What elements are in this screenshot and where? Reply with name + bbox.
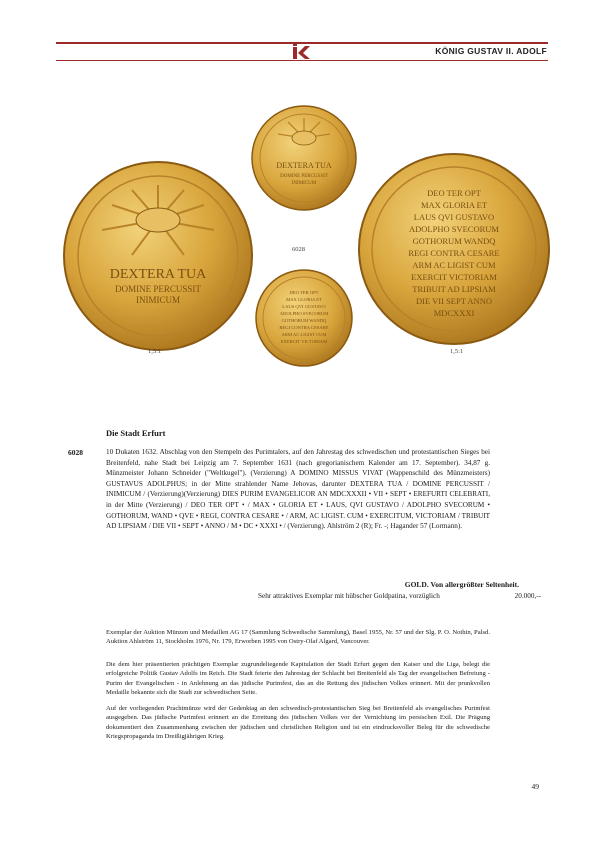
- coin-obverse-text-1: DEXTERA TUA: [109, 267, 207, 282]
- coin-reverse-line-8: EXERCIT VICTORIAM: [411, 272, 497, 282]
- note-paragraph-2: Auf der vorliegenden Prachtmünze wird der Gedenktag an den schwedisch-protestantischen Sieg bei Breitenfeld als evangelisches Purimfest ausgegeben. Das jüdische Purimfest erinnert an die Errettung des jüdischen Volkes vor der Vernichtung im persischen Exil. Die Prägung dokumentiert den Zusammenhang zwischen der jüdischen und christlichen Religion und ist ein eindrucksvoller Beleg für die schwedische Kriegspropaganda im Dreißigjährigen Krieg.: [106, 705, 490, 741]
- coin-obverse-large: [62, 160, 254, 352]
- lot-number: 6028: [68, 448, 83, 457]
- provenance-note: Exemplar der Auktion Münzen und Medaillen AG 17 (Sammlung Schwedische Sammlung), Basel 1955, Nr. 57 und der Slg. P. O. Nothin, Palsd. Auktion Ahlström 11, Stockholm 1976, Nr. 179, Erworben 1995 von Ostry-Olaf Algard, Vancouver.: [106, 629, 490, 646]
- lot-condition: Sehr attraktives Exemplar mit hübscher Goldpatina, vorzüglich: [258, 592, 440, 600]
- page-number: 49: [531, 782, 539, 791]
- scale-label-left: 1,5:1: [148, 348, 162, 355]
- coin-reverse-small-line-8: EXERCIT VICTORIAM: [280, 339, 328, 344]
- coin-reverse-small-line-5: GOTHORUM WANDQ: [281, 318, 327, 323]
- lot-description: 10 Dukaten 1632. Abschlag von den Stempeln des Purimtalers, auf den Jahrestag des schwedischen und protestantischen Sieges bei Breitenfeld, nahe Stadt bei Leipzig am 7. September 1631 (nach gregorianischem Kalender am 17. September). 34,87 g. Münzmeister Johann Schneider ("Weltkugel"). (Verzierung) A DOMINO MISSUS VIVAT (Wappenschild des Münzmeisters) GUSTAVUS ADOLPHUS; in der Mitte strahlender Name Jehovas, darunter DEXTERA TUA / DOMINE PERCUSSIT / INIMICUM / (Verzierung)(Verzierung) DIES PURIM EVANGELICOR AN MDCXXXII • VII • SEPT • EREFURTI CELEBRATI, in der Mitte (Verzierung) / DEO TER OPT • / MAX • GLORIA ET • LAUS, QVI GUSTAVO / ADOLPHO SVECORUM • GOTHORUM, WAND • QVE • REGI, CONTRA CESARE • / ARM, AC LIGIST. CUM • EXERCITUM, VICTORIAM / TRIBUIT AD LIPSIAM / DIE VII • SEPT • ANNO / M • DC • XXXI • / (Verzierung). Ahlström 2 (R); Fr. -; Hagander 57 (Lormann).: [106, 448, 490, 531]
- coin-reverse-line-10: DIE VII SEPT ANNO: [416, 296, 492, 306]
- figure-lot-label: 6028: [292, 246, 305, 253]
- coin-reverse-small-line-7: ARM AC LIGIST CUM: [281, 332, 327, 337]
- header-rule-bottom: [56, 60, 548, 61]
- coin-small-text-2: DOMINE PERCUSSIT: [280, 174, 328, 179]
- coin-reverse-small-line-6: REGI CONTRA CESARE: [279, 325, 329, 330]
- coin-reverse-large: [357, 152, 551, 346]
- section-title: Die Stadt Erfurt: [106, 428, 166, 438]
- coin-small-text-1: DEXTERA TUA: [276, 161, 332, 170]
- coin-reverse-line-11: MDCXXXI: [433, 308, 475, 318]
- coin-reverse-line-1: DEO TER OPT: [427, 188, 481, 198]
- coin-reverse-small-line-1: DEO TER OPT: [289, 290, 319, 295]
- coin-reverse-line-2: MAX GLORIA ET: [420, 200, 488, 210]
- coin-reverse-small-line-4: ADOLPHO SVECORUM: [279, 311, 329, 316]
- coin-reverse-line-7: ARM AC LIGIST CUM: [412, 260, 496, 270]
- coin-reverse-small: [254, 268, 354, 368]
- lot-grade: GOLD. Von allergrößter Seltenheit.: [404, 580, 519, 589]
- coin-reverse-line-6: REGI CONTRA CESARE: [408, 248, 500, 258]
- scale-label-right: 1,5:1: [450, 348, 464, 355]
- coin-reverse-line-9: TRIBUIT AD LIPSIAM: [412, 284, 496, 294]
- coin-obverse-small: [250, 104, 358, 212]
- coin-reverse-small-line-3: LAUS QVI GUSTAVO: [282, 304, 326, 309]
- coin-reverse-line-4: ADOLPHO SVECORUM: [409, 224, 499, 234]
- coin-obverse-text-3: INIMICUM: [136, 295, 180, 305]
- kuenker-logo-icon: [292, 44, 312, 60]
- coin-reverse-small-line-2: MAX GLORIA ET: [286, 297, 322, 302]
- coin-obverse-text-2: DOMINE PERCUSSIT: [115, 284, 201, 294]
- coin-small-text-3: INIMICUM: [291, 181, 317, 186]
- note-paragraph-1: Die dem hier präsentierten prächtigen Exemplar zugrundeliegende Kapitulation der Stadt Erfurt gegen den Kaiser und die Liga, belegt die erfolgreiche Politik Gustav Adolfs im Reich. Die Stadt feierte den Jahrestag der Schlacht bei Breitenfeld als Tag der evangelischen Befreiung - Purim der Evangelischen - in Anlehnung an das jüdische Purimfest, das an die Rettung des jüdischen Volkes erinnert. Mit der prunkvollen Medaille bekannte sich die Stadt zur schwedischen Seite.: [106, 661, 490, 697]
- page-header-title: KÖNIG GUSTAV II. ADOLF: [435, 46, 547, 56]
- coin-reverse-line-5: GOTHORUM WANDQ: [412, 236, 496, 246]
- coin-reverse-line-3: LAUS QVI GUSTAVO: [413, 212, 495, 222]
- lot-estimate: 20.000,--: [514, 592, 541, 600]
